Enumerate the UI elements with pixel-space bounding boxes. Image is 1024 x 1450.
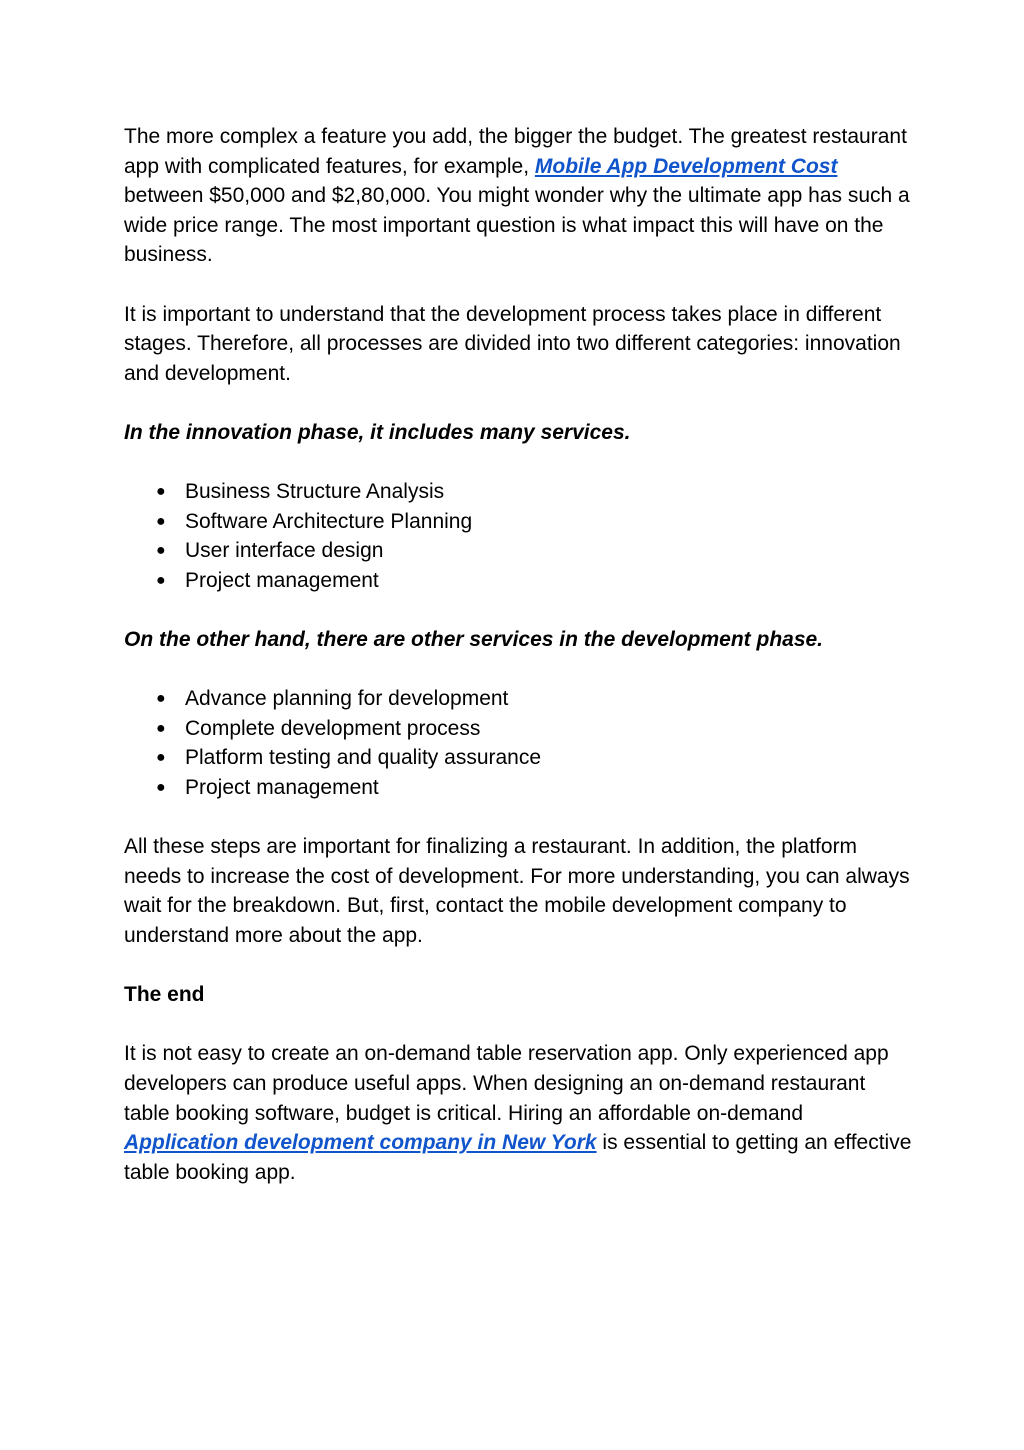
development-list xyxy=(124,684,914,802)
paragraph-conclusion xyxy=(124,1039,914,1187)
development-heading: On the other hand, there are other services in the development phase. xyxy=(124,628,824,652)
paragraph-conclusion-text-start: It is not easy to create an on-demand table reservation app. Only experienced app developers can produce useful apps. When designing an on-demand restaurant table booking software, budget is critical. Hiring an affordable on-demand xyxy=(124,1042,889,1125)
list-item-text: Project management xyxy=(185,776,379,800)
list-item xyxy=(156,684,914,714)
bullet-icon: ● xyxy=(156,571,166,589)
list-item-text: Platform testing and quality assurance xyxy=(185,746,542,770)
paragraph-pricing-text-start: The more complex a feature you add, the bigger the budget. The greatest restaurant app with complicated features, for example, xyxy=(124,125,907,178)
paragraph-conclusion-text-end: is essential to getting an effective table booking app. xyxy=(124,1131,912,1184)
list-item-text: User interface design xyxy=(185,539,384,563)
list-item-text: Advance planning for development xyxy=(185,687,509,711)
paragraph-stages: It is important to understand that the development process takes place in different stages. Therefore, all processes are divided into two different categories: innovation and development. xyxy=(124,302,901,385)
list-item xyxy=(156,536,914,566)
bullet-icon: ● xyxy=(156,542,166,560)
list-item-text: Project management xyxy=(185,568,379,592)
paragraph-pricing-text-end: between $50,000 and $2,80,000. You might wonder why the ultimate app has such a wide price range. The most important question is what impact this will have on the business. xyxy=(124,184,910,267)
app-development-company-link[interactable]: Application development company in New York xyxy=(124,1131,597,1155)
end-heading: The end xyxy=(124,983,205,1007)
list-item xyxy=(156,714,914,744)
bullet-icon: ● xyxy=(156,690,166,708)
list-item xyxy=(156,566,914,596)
list-item-text: Software Architecture Planning xyxy=(185,509,473,533)
innovation-heading: In the innovation phase, it includes many services. xyxy=(124,420,631,444)
innovation-list xyxy=(124,477,914,595)
paragraph-steps: All these steps are important for finalizing a restaurant. In addition, the platform needs to increase the cost of development. For more understanding, you can always wait for the breakdown. But, first, contact the mobile development company to understand more about the app. xyxy=(124,835,910,948)
list-item xyxy=(156,743,914,773)
list-item xyxy=(156,507,914,537)
document-page xyxy=(124,122,914,1217)
list-item-text: Complete development process xyxy=(185,716,481,740)
list-item xyxy=(156,477,914,507)
bullet-icon: ● xyxy=(156,749,166,767)
bullet-icon: ● xyxy=(156,779,166,797)
bullet-icon: ● xyxy=(156,483,166,501)
bullet-icon: ● xyxy=(156,719,166,737)
list-item-text: Business Structure Analysis xyxy=(185,480,445,504)
mobile-app-cost-link[interactable]: Mobile App Development Cost xyxy=(534,154,838,178)
list-item xyxy=(156,773,914,803)
bullet-icon: ● xyxy=(156,512,166,530)
paragraph-pricing xyxy=(124,122,914,270)
